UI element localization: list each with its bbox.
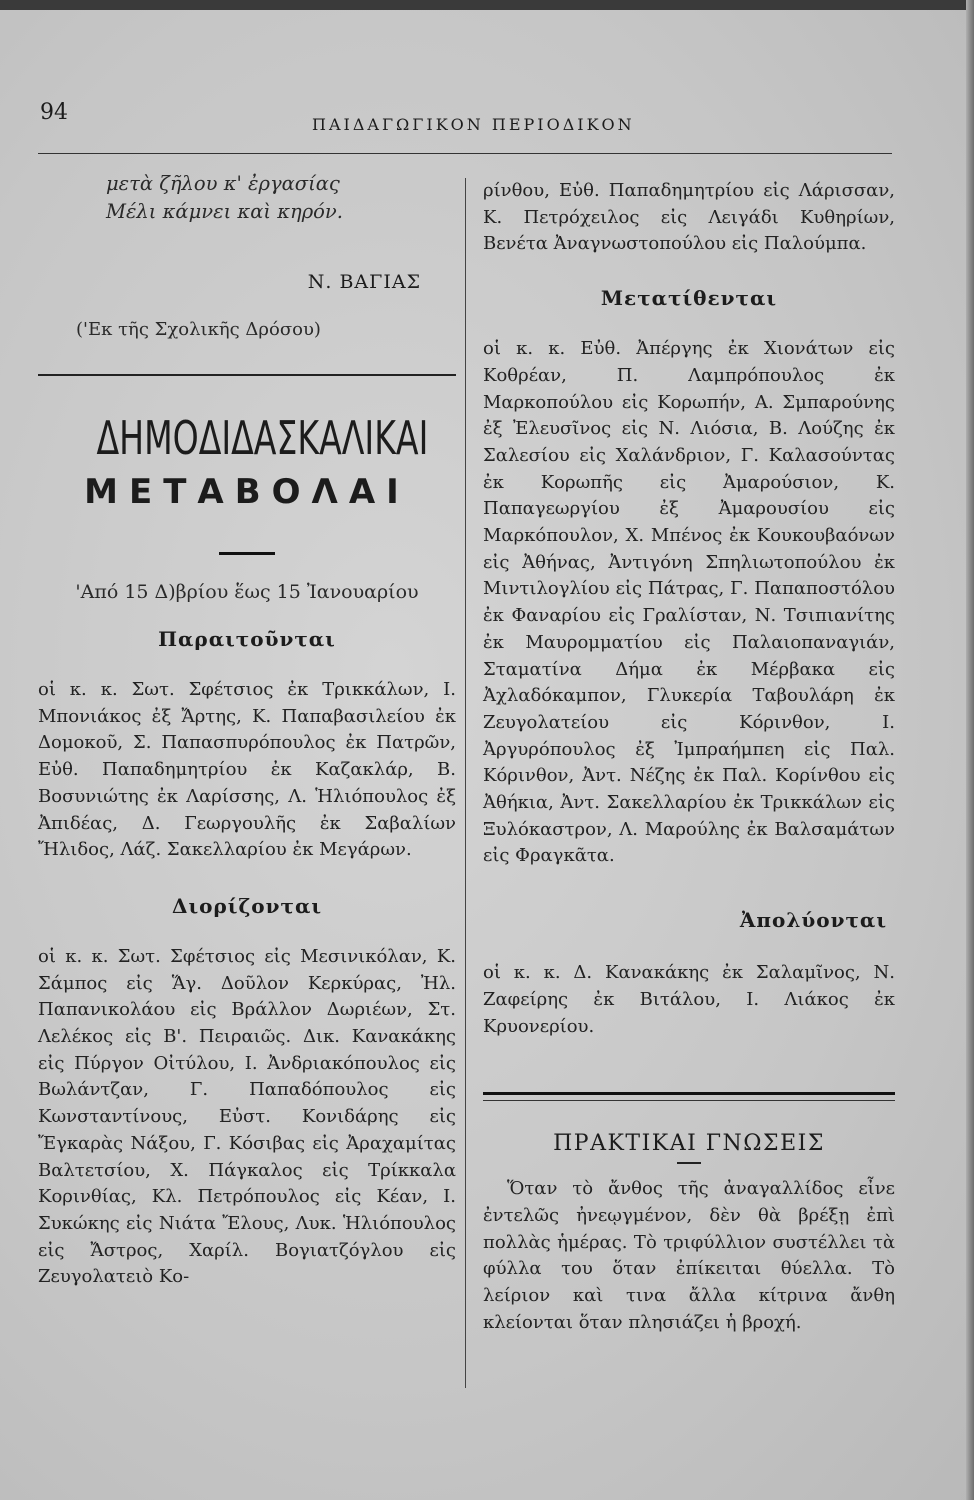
dismissals-heading: Ἀπολύονται: [739, 908, 887, 933]
page-top-edge: [0, 0, 974, 10]
appointments-text: οἱ κ. κ. Σωτ. Σφέτσιος εἰς Μεσινικόλαν, Κ. Σάμπος εἰς Ἅγ. Δοῦλον Κερκύρας, Ἠλ. Παπανικολάου εἰς Βράλλον Δωριέων, Στ. Λελέκος εἰς Β'. Πειραιῶς. Δικ. Κανακάκης εἰς Πύργον Οἰτύλου, Ι. Ἀνδριακόπουλος εἰς Βωλάντζαν, Γ. Παπαδόπουλος εἰς Κωνσταντίνους, Εὐστ. Κονιδάρης εἰς Ἔγκαρὰς Νάξου, Γ. Κόσιβας εἰς Ἀραχαμίτας Βαλτετσίου, Χ. Πάγκαλος εἰς Τρίκκαλα Κορινθίας, Κλ. Πετρόπουλος εἰς Κέαν, Ι. Συκώκης εἰς Νιάτα Ἔλους, Λυκ. Ἡλιόπουλος εἰς Ἄστρος, Χαρίλ. Βογιατζόγλου εἰς Ζευγολατειὸ Κο-: [38, 945, 456, 1288]
transfers-heading: Μετατίθενται: [600, 286, 778, 311]
practical-knowledge-text: Ὅταν τὸ ἄνθος τῆς ἀναγαλλίδος εἶνε ἐντελῶς ἠνεῳγμένον, δὲν θὰ βρέξῃ ἐπὶ πολλὰς ἡμέρας. Τὸ τριφύλλιον συστέλλει τὰ φύλλα του ὅταν ἐπίκειται θύελλα. Τὸ λείριον καὶ τινα ἄλλα κίτρινα ἄνθη κλείονται ὅταν πλησιάζει ἡ βροχή.: [483, 1178, 895, 1333]
title-ornament-rule: [219, 552, 275, 555]
appointments-continuation: ρίνθου, Εὐθ. Παπαδημητρίου εἰς Λάρισσαν, Κ. Πετρόχειλος εἰς Λειγάδι Κυθηρίων, Βενέτα Ἀναγνωστοπούλου εἰς Παλούμπα.: [483, 180, 895, 255]
practical-knowledge-title: ΠΡΑΚΤΙΚΑΙ ΓΝΩΣΕΙΣ: [553, 1131, 825, 1157]
left-column: [38, 170, 456, 1291]
poem-signature: Ν. ΒΑΓΙΑΣ: [307, 271, 421, 293]
poem-source: ('Εκ τῆς Σχολικῆς Δρόσου): [76, 319, 321, 340]
column-divider: [465, 178, 466, 1388]
page-number: 94: [40, 100, 68, 125]
practical-knowledge-body: [483, 1176, 895, 1336]
article-title-line-2: ΜΕΤΑΒΟΛΑΙ: [84, 472, 410, 512]
poem-line: μετὰ ζῆλου κ' ἐργασίας: [106, 172, 340, 195]
header-rule: [38, 153, 892, 154]
page-binding-shadow: [966, 0, 974, 1500]
transfers-text: οἱ κ. κ. Εὐθ. Ἀπέργης ἐκ Χιονάτων εἰς Κοθρέαν, Π. Λαμπρόπουλος ἐκ Μαρκοπούλου εἰς Κορωπήν, Α. Σμπαρούνης ἐξ Ἐλευσῖνος εἰς Ν. Λιόσια, Β. Λούζης ἐκ Σαλεσίου εἰς Χαλάνδριον, Γ. Καλασούντας ἐκ Κορωπῆς εἰς Ἀμαρούσιον, Κ. Παπαγεωργίου ἐξ Ἀμαρουσίου εἰς Μαρκόπουλον, Χ. Μπένος ἐκ Κουκουβαόνων εἰς Ἀθήνας, Ἀντιγόνη Σπηλιωτοπούλου ἐκ Μιντιλογλίου εἰς Πάτρας, Γ. Παπαποστόλου ἐκ Φαναρίου εἰς Γραλίσταν, Ν. Τσιπιανίτης ἐκ Μαυρομματίου εἰς Παλαιοπαναγιάν, Σταματίνα Δήμα ἐκ Μέρβακα εἰς Ἀχλαδόκαμπον, Γλυκερία Ταβουλάρη ἐκ Ζευγολατείου εἰς Κόρινθον, Ι. Ἀργυρόπουλος ἐξ Ἰμπραήμπεη εἰς Παλ. Κόρινθον, Ἀντ. Νέζης ἐκ Παλ. Κορίνθου εἰς Ἀθήκια, Ἀντ. Σακελλαρίου ἐκ Τρικκάλων εἰς Ξυλόκαστρον, Λ. Μαρούλης ἐκ Βαλσαμάτων εἰς Φραγκᾶτα.: [483, 338, 895, 867]
resignations-heading: Παραιτοῦνται: [158, 627, 336, 651]
dismissals-text: οἱ κ. κ. Δ. Κανακάκης ἐκ Σαλαμῖνος, Ν. Ζαφείρης ἐκ Βιτάλου, Ι. Λιάκος ἐκ Κρυονερίου.: [483, 962, 895, 1037]
appointments-heading: Διορίζονται: [171, 893, 323, 918]
running-title: ΠΑΙΔΑΓΩΓΙΚΟΝ ΠΕΡΙΟΔΙΚΟΝ: [312, 115, 635, 134]
resignations-text: οἱ κ. κ. Σωτ. Σφέτσιος ἐκ Τρικκάλων, Ι. Μπονιάκος ἐξ Ἄρτης, Κ. Παπαβασιλείου ἐκ Δομοκοῦ, Σ. Παπασπυρόπουλος ἐκ Πατρῶν, Εὐθ. Παπαδημητρίου ἐκ Καζακλάρ, Β. Βοσυνιώτης ἐκ Λαρίσσης, Λ. Ἡλιόπουλος ἐξ Ἀπιδέας, Δ. Γεωργουλῆς ἐκ Σαβαλίων Ἤλιδος, Λάζ. Σακελλαρίου ἐκ Μεγάρων.: [38, 679, 456, 861]
date-range: 'Από 15 Δ)βρίου ἕως 15 Ἰανουαρίου: [75, 581, 419, 603]
section-rule: [38, 374, 456, 376]
poem-ending: [106, 170, 456, 226]
section-double-rule: [483, 1092, 895, 1101]
article-title-line-1: ΔΗΜΟΔΙΔΑΣΚΑΛΙΚΑΙ: [96, 411, 429, 465]
right-column: [483, 178, 895, 1337]
poem-line: Μέλι κάμνει καὶ κηρόν.: [106, 200, 343, 223]
practical-title-rule: [677, 1162, 701, 1164]
